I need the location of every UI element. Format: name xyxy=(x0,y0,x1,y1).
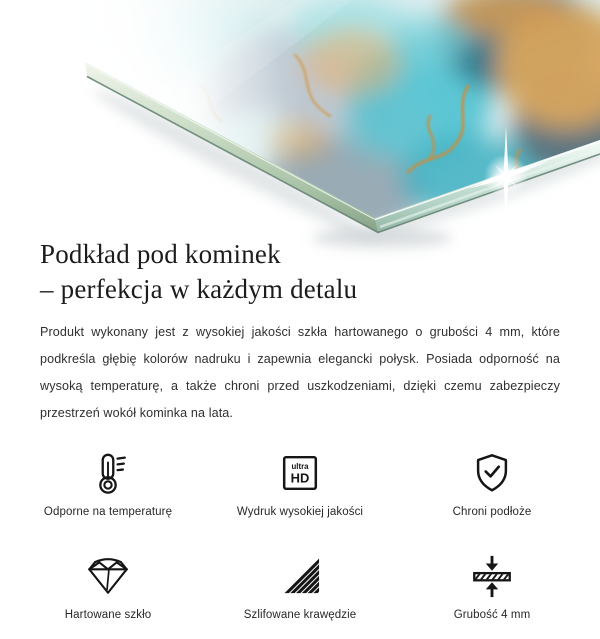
feature-label: Hartowane szkło xyxy=(64,609,152,621)
feature-print-quality xyxy=(214,449,386,518)
feature-tempered-glass xyxy=(22,552,194,621)
title-line-2: – perfekcja w każdym detalu xyxy=(40,274,358,304)
diamond-icon xyxy=(85,552,131,600)
page-title xyxy=(40,237,560,307)
thickness-icon xyxy=(469,552,515,600)
features-grid xyxy=(0,433,600,639)
product-description: Produkt wykonany jest z wysokiej jakości szkła hartowanego o grubości 4 mm, które podkreśla głębię kolorów nadruku i zapewnia elegancki połysk. Posiada odporność na wysoką temperaturę, a także chroni przed uszkodzeniami, dzięki czemu zabezpieczy przestrzeń wokół kominka na lata. xyxy=(40,325,560,420)
feature-label: Wydruk wysokiej jakości xyxy=(236,506,364,518)
polished-edges-icon xyxy=(277,552,323,600)
ultra-hd-badge-bottom: HD xyxy=(290,470,310,486)
feature-polished-edges xyxy=(214,552,386,621)
feature-label: Odporne na temperaturę xyxy=(43,506,173,518)
feature-protects-floor xyxy=(406,449,578,518)
title-line-1: Podkład pod kominek xyxy=(40,239,281,269)
ultra-hd-icon xyxy=(277,449,323,497)
thermometer-icon xyxy=(85,449,131,497)
feature-label: Szlifowane krawędzie xyxy=(243,609,357,621)
product-photo-glass-panel xyxy=(0,0,600,236)
feature-thickness xyxy=(406,552,578,621)
feature-label: Chroni podłoże xyxy=(452,506,532,518)
shield-check-icon xyxy=(469,449,515,497)
feature-label: Grubość 4 mm xyxy=(453,609,531,621)
feature-temperature-resistant xyxy=(22,449,194,518)
ultra-hd-badge-top: ultra xyxy=(291,462,309,472)
